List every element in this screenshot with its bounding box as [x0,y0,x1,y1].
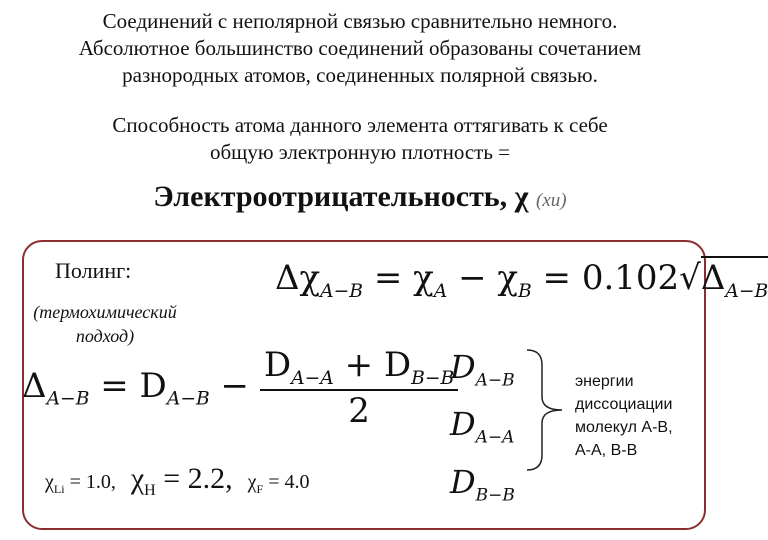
caption-line-4: A-A, B-B [575,442,638,459]
heading-pronunciation: (хи) [536,190,567,211]
pauling-formula [275,258,768,302]
method-line-1: (термохимический [33,302,177,322]
intro-line-3: разнородных атомов, соединенных полярной связью. [122,63,598,87]
definition-line-2: общую электронную плотность = [209,140,511,164]
delta-formula [22,345,458,431]
d-symbol: D [450,348,476,386]
dissociation-item [450,402,515,459]
chi-symbol: χ [45,471,54,493]
formula1-eq-chi: = χ [373,258,434,298]
intro-line-1: Соединений с неполярной связью сравнительно немного. [102,9,618,33]
num-d1-sub: A−A [291,367,334,389]
electronegativity-heading [0,180,720,214]
chi-f [247,471,310,496]
caption-line-1: энергии [575,373,634,390]
pauling-method [20,300,190,348]
formula2-d-sub: A−B [166,388,210,410]
chi-f-value: = 4.0 [268,471,310,493]
formula1-coefficient: = 0.102 [542,258,680,298]
formula2-delta: Δ [22,365,47,406]
curly-brace-icon [522,345,572,475]
method-line-2: подход) [75,326,135,346]
d-symbol: D [450,405,476,444]
caption-line-2: диссоциации [575,396,673,413]
dissociation-item [450,345,515,402]
formula2-eq-d: = D [100,365,167,406]
fraction-denominator: 2 [348,390,370,431]
formula1-sub-b: B [517,280,532,302]
formula1-sub-a: A [433,280,448,302]
chi-symbol: χ [130,462,145,495]
d-sub: A−B [475,370,515,391]
formula1-minus-chi: − χ [458,258,518,298]
dissociation-list [450,345,515,517]
chi-li [45,471,116,496]
delta-chi: Δχ [275,258,321,298]
d-sub: A−A [475,427,515,448]
caption-line-3: молекул A-B, [575,419,673,436]
chi-h-sub: H [144,482,156,499]
sqrt-delta: Δ [700,258,726,298]
intro-paragraph [0,8,720,89]
num-d2-sub: B−B [411,367,455,389]
formula2-minus: − [220,365,250,406]
sqrt-sub: A−B [725,280,768,302]
formula1-sub-ab: A−B [320,280,364,302]
num-d1: D [263,345,292,385]
chi-f-sub: F [256,482,264,496]
formula2-lhs-sub: A−B [46,388,90,410]
fraction-numerator [260,345,458,391]
pauling-label: Полинг: [55,258,132,283]
intro-line-2: Абсолютное большинство соединений образованы сочетанием [78,36,642,60]
electronegativity-values [45,462,310,500]
num-plus-d: + D [344,345,412,385]
chi-h-value: = 2.2, [163,462,233,495]
chi-li-sub: Li [53,482,65,496]
chi-li-value: = 1.0, [69,471,116,493]
chi-h [130,462,233,499]
d-sub: B−B [475,485,515,506]
dissociation-item [450,460,515,517]
sqrt-sign: √ [679,258,701,298]
d-symbol: D [450,462,476,501]
heading-term: Электроотрицательность, χ [153,180,529,213]
dissociation-caption [575,370,673,462]
chi-symbol: χ [247,471,257,493]
definition-paragraph [0,112,720,166]
formula2-fraction [260,345,458,431]
definition-line-1: Способность атома данного элемента оттягивать к себе [112,113,608,137]
sqrt-body [700,256,768,302]
